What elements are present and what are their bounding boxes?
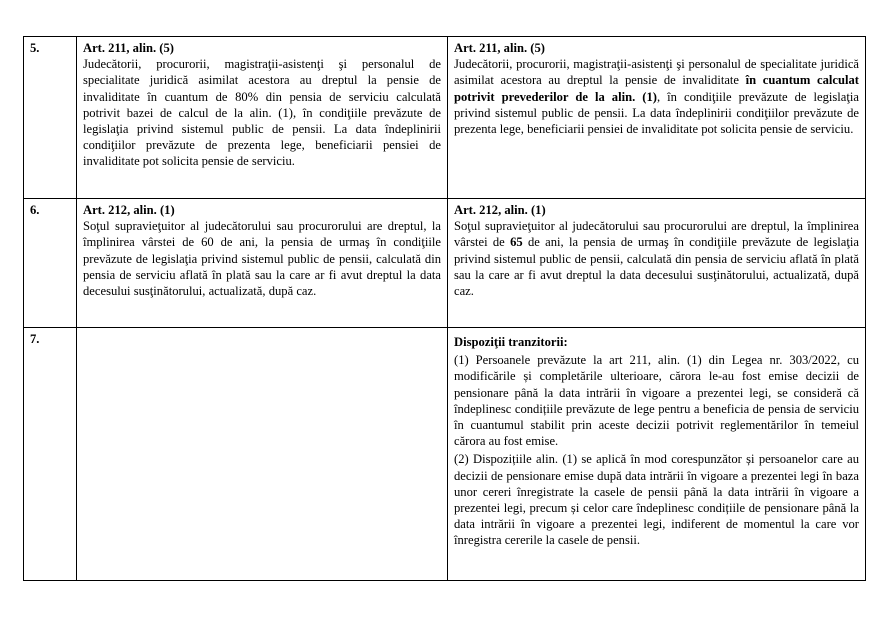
- text-part: , în condiţiile prevăzute de legislaţia privind sistemul public de pensii. La data îndeplinirii condiţiilor prevăzute de prezenta lege, beneficiarii pensiei de invaliditate pot solicita pensie de serviciu.: [454, 89, 859, 137]
- article-heading: Art. 212, alin. (1): [83, 203, 175, 217]
- comparison-table: [23, 36, 866, 581]
- proposed-text-cell: [448, 199, 866, 328]
- table-row: [24, 199, 866, 328]
- transitional-heading: Dispoziţii tranzitorii:: [454, 335, 568, 349]
- article-heading: Art. 212, alin. (1): [454, 203, 546, 217]
- amended-text: în cuantum calculat potrivit prevederilor de la alin. (1): [454, 73, 860, 104]
- row-number: 5.: [24, 37, 77, 199]
- proposed-text-cell: [448, 37, 866, 199]
- proposed-text-cell: [448, 328, 866, 581]
- table-row: [24, 328, 866, 581]
- article-heading: Art. 211, alin. (5): [454, 41, 545, 55]
- article-text: Judecătorii, procurorii, magistraţii-asistenţi şi personalul de specialitate juridică asimilat acestora au dreptul la pensie de invaliditate în cuantum de 80% din pensia de serviciu calculată potrivit bazei de calcul de la alin. (1), în condiţiile prevăzute de legislaţia privind sistemul public de pensii. La data îndeplinirii condiţiilor prevăzute de prezenta lege, beneficiarii pensiei de invaliditate pot solicita pensie de serviciu.: [83, 57, 441, 169]
- row-number: 7.: [24, 328, 77, 581]
- article-text: [454, 218, 859, 299]
- current-text-cell: [77, 37, 448, 199]
- article-text: Soţul supravieţuitor al judecătorului sau procurorului are dreptul, la împlinirea vârstei de 60 de ani, la pensia de urmaş în condiţiile prevăzute de legislaţia privind sistemul public de pensii, calculată din pensia de serviciu aflată în plată sau la care ar fi avut dreptul la data decesului susţinătorului, actualizată, după caz.: [83, 219, 441, 299]
- article-heading: Art. 211, alin. (5): [83, 41, 174, 55]
- amended-text: 65: [510, 235, 523, 250]
- current-text-cell: [77, 199, 448, 328]
- paragraph: (1) Persoanele prevăzute la art 211, alin. (1) din Legea nr. 303/2022, cu modificările și completările ulterioare, cărora le-au fost emise decizii de pensionare până la data intrării în vigoare a prezentei legi, se consideră că îndeplinesc condițiile prevăzute de lege pentru a beneficia de pensia de serviciu în cuantumul stabilit prin aceste decizii potrivit reglementărilor în temeiul cărora au fost emise.: [454, 353, 859, 449]
- current-text-cell: [77, 328, 448, 581]
- article-text: [454, 56, 859, 137]
- table-row: [24, 37, 866, 199]
- text-part: Soţul supravieţuitor al judecătorului sau procurorului are dreptul, la împlinirea vârstei de: [454, 219, 859, 250]
- text-part: de ani, la pensia de urmaş în condiţiile prevăzute de legislaţia privind sistemul public de pensii, calculată din pensia de serviciu aflată în plată sau la care ar fi avut dreptul la data decesului susţinătorului, actualizată, după caz.: [454, 235, 859, 299]
- paragraph: (2) Dispozițiile alin. (1) se aplică în mod corespunzător și persoanelor care au decizii de pensionare emise după data intrării în vigoare a prezentei legi în baza unor cereri înregistrate la casele de pensii până la data intrării în vigoare a prezentei legi, precum și celor care îndeplinesc condițiile de pensionare până la data intrării în vigoare a prezentei legi, indiferent de momentul la care vor înregistra cererile la casele de pensii.: [454, 452, 859, 548]
- text-part: Judecătorii, procurorii, magistraţii-asistenţi şi personalul de specialitate juridică asimilat acestora au dreptul la pensie de invaliditate: [454, 57, 859, 88]
- row-number: 6.: [24, 199, 77, 328]
